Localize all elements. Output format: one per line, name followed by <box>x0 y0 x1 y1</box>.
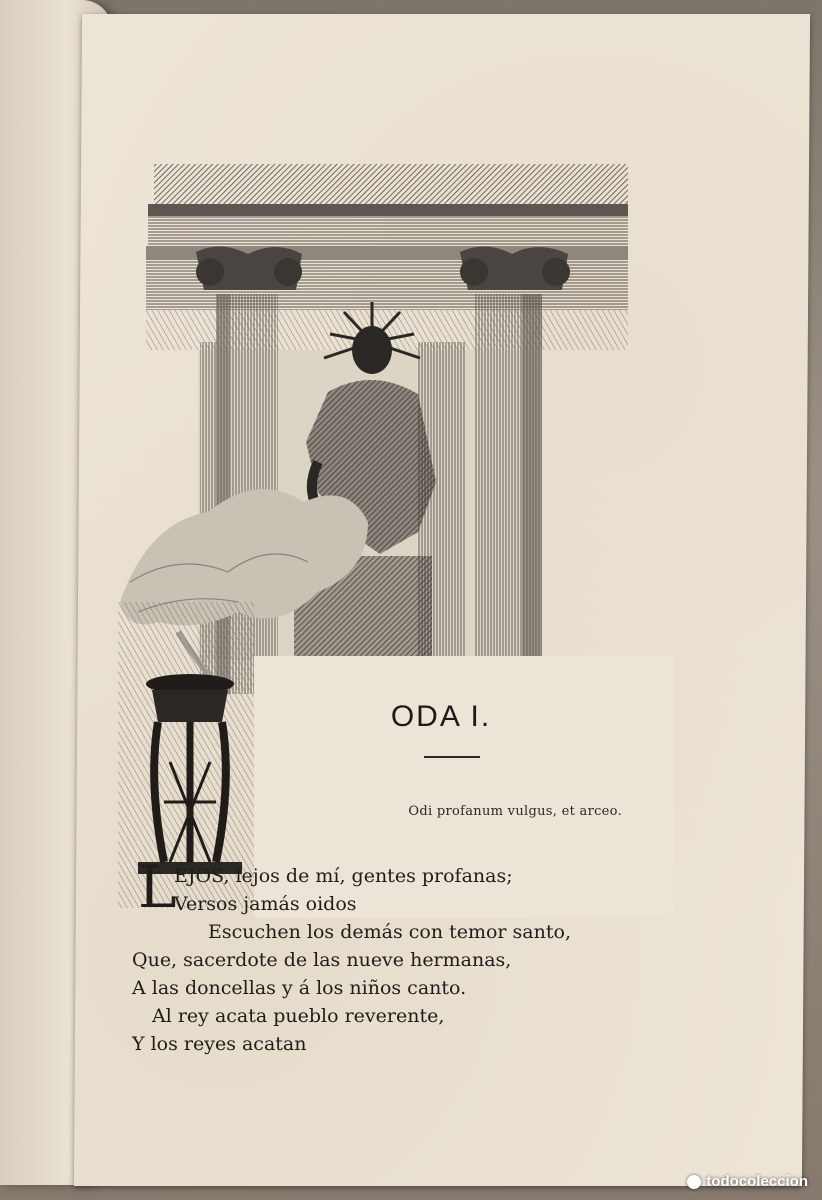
poem-line: EJOS, lejos de mí, gentes profanas; <box>174 865 513 887</box>
drop-cap: L <box>138 853 177 921</box>
poem-line: Que, sacerdote de las nueve hermanas, <box>132 949 512 971</box>
title-rule <box>424 756 480 758</box>
watermark <box>687 1173 808 1190</box>
poem-line: Al rey acata pueblo reverente, <box>152 1005 445 1027</box>
watermark-logo-icon <box>687 1175 701 1189</box>
poem-line: Y los reyes acatan <box>132 1033 307 1055</box>
watermark-text: todocoleccion <box>706 1173 808 1190</box>
epigraph: Odi profanum vulgus, et arceo. <box>408 804 622 819</box>
poem-text <box>132 862 632 1058</box>
poem-line: Escuchen los demás con temor santo, <box>208 921 571 943</box>
ode-title: ODA I. <box>390 700 492 733</box>
poem-line: Versos jamás oidos <box>174 893 357 915</box>
poem-line: A las doncellas y á los niños canto. <box>132 977 467 999</box>
